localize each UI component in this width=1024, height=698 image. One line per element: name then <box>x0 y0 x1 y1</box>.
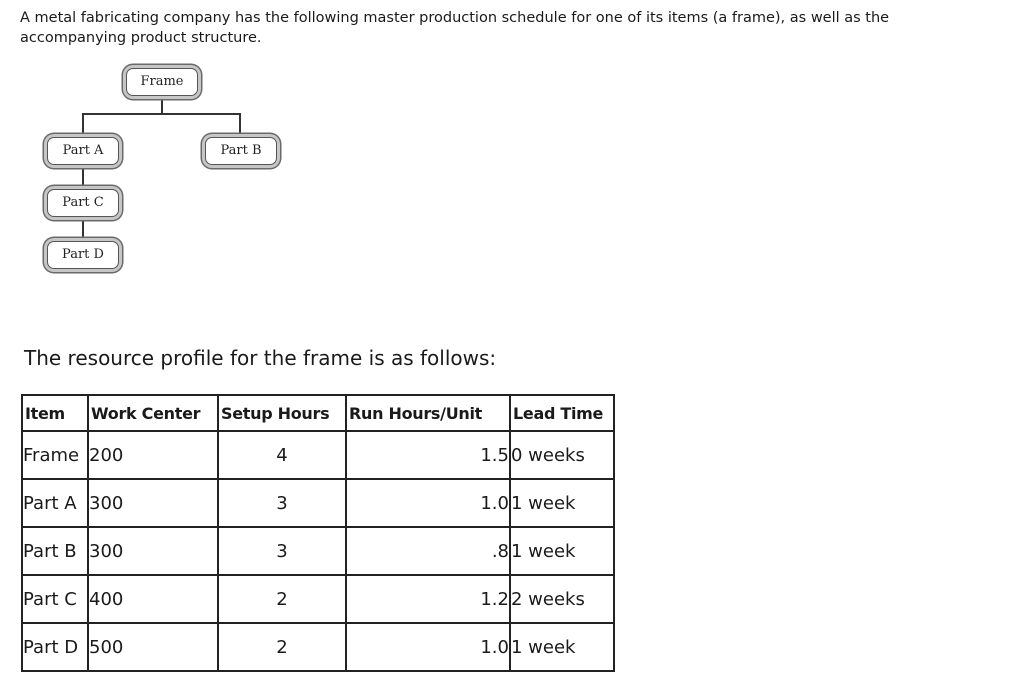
cell-item: Frame <box>22 431 88 479</box>
cell-run-hours: 1.0 <box>346 479 510 527</box>
cell-setup-hours: 4 <box>218 431 346 479</box>
cell-item: Part D <box>22 623 88 671</box>
cell-setup-hours: 3 <box>218 479 346 527</box>
node-frame: Frame <box>126 68 198 96</box>
cell-item: Part A <box>22 479 88 527</box>
cell-run-hours: 1.5 <box>346 431 510 479</box>
cell-lead-time: 1 week <box>510 479 614 527</box>
connector-a-to-c <box>82 165 84 189</box>
cell-run-hours: .8 <box>346 527 510 575</box>
cell-lead-time: 2 weeks <box>510 575 614 623</box>
cell-run-hours: 1.0 <box>346 623 510 671</box>
resource-profile-table <box>21 394 615 672</box>
cell-setup-hours: 3 <box>218 527 346 575</box>
table-row <box>22 623 614 671</box>
table-row <box>22 431 614 479</box>
header-item: Item <box>22 395 88 431</box>
node-part-d: Part D <box>47 241 119 269</box>
cell-work-center: 500 <box>88 623 218 671</box>
table-row <box>22 575 614 623</box>
cell-lead-time: 0 weeks <box>510 431 614 479</box>
header-setup-hours: Setup Hours <box>218 395 346 431</box>
connector-to-part-a <box>82 113 84 136</box>
connector-horizontal-bar <box>82 113 241 115</box>
node-part-a: Part A <box>47 137 119 165</box>
connector-frame-down <box>161 98 163 114</box>
cell-work-center: 400 <box>88 575 218 623</box>
header-work-center: Work Center <box>88 395 218 431</box>
table-row <box>22 479 614 527</box>
cell-lead-time: 1 week <box>510 623 614 671</box>
header-run-hours-per-unit: Run Hours/Unit <box>346 395 510 431</box>
cell-item: Part B <box>22 527 88 575</box>
cell-setup-hours: 2 <box>218 623 346 671</box>
table-row <box>22 527 614 575</box>
intro-paragraph: A metal fabricating company has the following master production schedule for one of its items (a frame), as well as the accompanying product structure. <box>20 10 890 46</box>
node-part-b: Part B <box>205 137 277 165</box>
cell-work-center: 300 <box>88 479 218 527</box>
table-header-row <box>22 395 614 431</box>
cell-lead-time: 1 week <box>510 527 614 575</box>
connector-to-part-b <box>239 113 241 136</box>
cell-work-center: 300 <box>88 527 218 575</box>
cell-setup-hours: 2 <box>218 575 346 623</box>
cell-item: Part C <box>22 575 88 623</box>
node-part-c: Part C <box>47 189 119 217</box>
cell-run-hours: 1.2 <box>346 575 510 623</box>
resource-profile-heading: The resource profile for the frame is as follows: <box>24 346 497 370</box>
connector-c-to-d <box>82 217 84 241</box>
header-lead-time: Lead Time <box>510 395 614 431</box>
cell-work-center: 200 <box>88 431 218 479</box>
